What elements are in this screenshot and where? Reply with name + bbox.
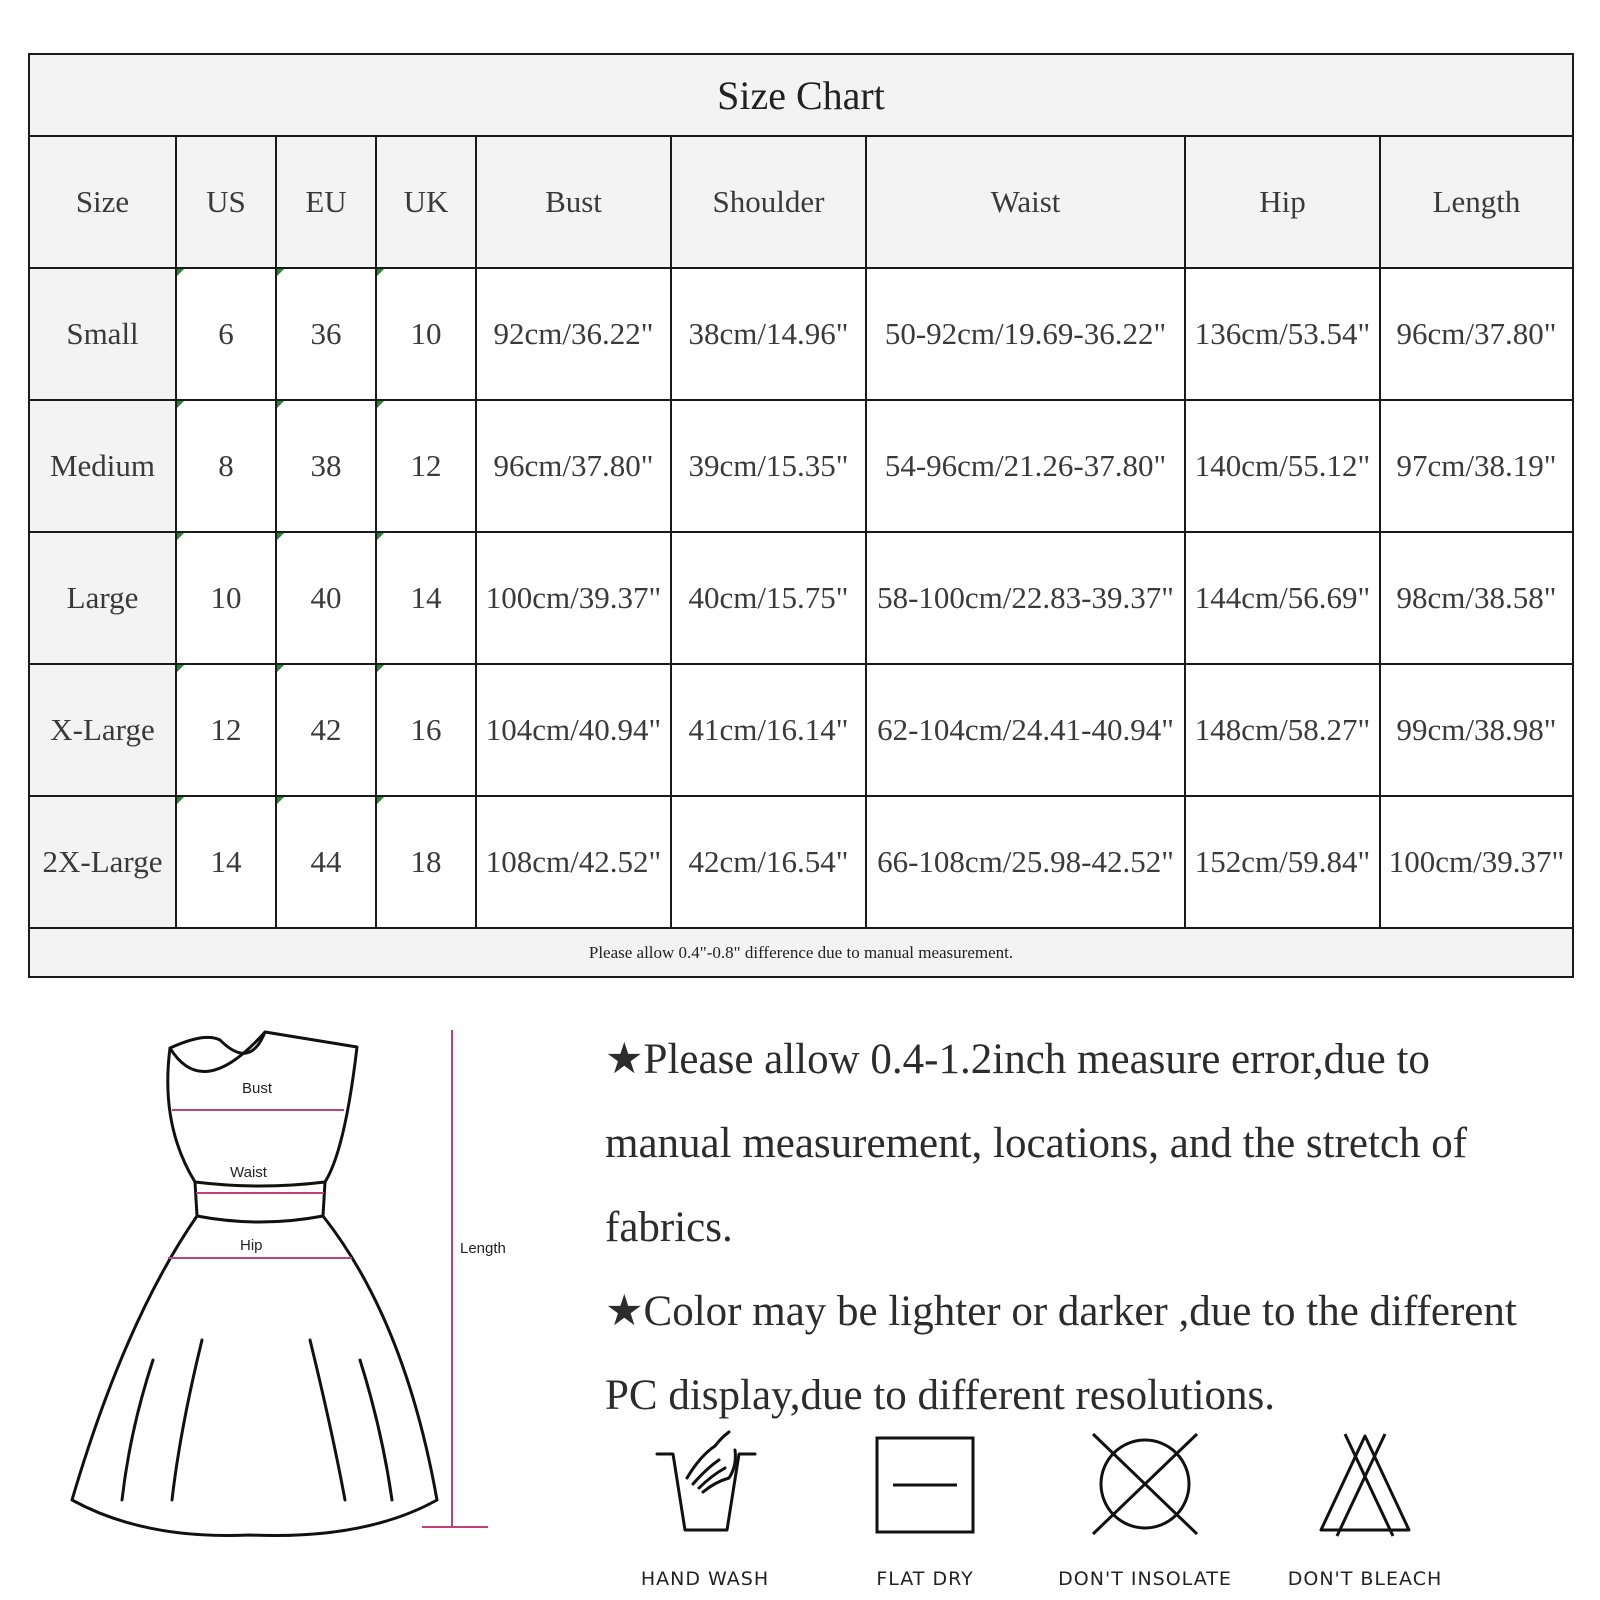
size-cell: X-Large xyxy=(29,664,176,796)
table-cell: 66-108cm/25.98-42.52" xyxy=(866,796,1185,928)
table-row xyxy=(29,400,1573,532)
table-row xyxy=(29,796,1573,928)
table-cell: 42 xyxy=(276,664,376,796)
table-cell: 36 xyxy=(276,268,376,400)
skirt-fold xyxy=(360,1360,392,1500)
header-cell: Shoulder xyxy=(671,136,866,268)
care-item-hand-wash xyxy=(615,1428,795,1590)
dress-diagram xyxy=(60,1030,530,1590)
table-cell: 148cm/58.27" xyxy=(1185,664,1380,796)
size-cell: Medium xyxy=(29,400,176,532)
header-cell: Length xyxy=(1380,136,1573,268)
table-cell: 12 xyxy=(376,400,476,532)
measurement-note: Please allow 0.4"-0.8" difference due to manual measurement. xyxy=(29,928,1573,977)
color-note: ★Color may be lighter or darker ,due to the different PC display,due to different resolutions. xyxy=(605,1288,1517,1419)
skirt-fold xyxy=(310,1340,345,1500)
table-cell: 62-104cm/24.41-40.94" xyxy=(866,664,1185,796)
bust-label: Bust xyxy=(242,1080,273,1097)
table-cell: 38cm/14.96" xyxy=(671,268,866,400)
skirt-fold xyxy=(172,1340,202,1500)
waistband xyxy=(195,1182,325,1222)
chart-title: Size Chart xyxy=(29,54,1573,136)
dont-bleach-icon xyxy=(1305,1428,1425,1540)
hip-label: Hip xyxy=(240,1237,263,1254)
table-cell: 100cm/39.37" xyxy=(476,532,671,664)
table-cell: 104cm/40.94" xyxy=(476,664,671,796)
table-cell: 39cm/15.35" xyxy=(671,400,866,532)
dont-insolate-icon xyxy=(1085,1428,1205,1540)
table-row xyxy=(29,664,1573,796)
waist-label: Waist xyxy=(230,1164,267,1181)
table-row xyxy=(29,268,1573,400)
table-cell: 6 xyxy=(176,268,276,400)
table-cell: 140cm/55.12" xyxy=(1185,400,1380,532)
table-cell: 38 xyxy=(276,400,376,532)
header-cell: Bust xyxy=(476,136,671,268)
table-cell: 44 xyxy=(276,796,376,928)
care-item-dont-bleach xyxy=(1275,1428,1455,1590)
header-cell: Waist xyxy=(866,136,1185,268)
header-row xyxy=(29,136,1573,268)
table-cell: 50-92cm/19.69-36.22" xyxy=(866,268,1185,400)
table-cell: 58-100cm/22.83-39.37" xyxy=(866,532,1185,664)
table-cell: 14 xyxy=(376,532,476,664)
table-cell: 18 xyxy=(376,796,476,928)
hand-wash-icon xyxy=(645,1428,765,1540)
table-cell: 96cm/37.80" xyxy=(1380,268,1573,400)
table-cell: 8 xyxy=(176,400,276,532)
table-cell: 100cm/39.37" xyxy=(1380,796,1573,928)
size-cell: Small xyxy=(29,268,176,400)
table-cell: 108cm/42.52" xyxy=(476,796,671,928)
header-cell: EU xyxy=(276,136,376,268)
table-cell: 40 xyxy=(276,532,376,664)
care-instructions xyxy=(635,1428,1565,1600)
table-cell: 99cm/38.98" xyxy=(1380,664,1573,796)
header-cell: US xyxy=(176,136,276,268)
care-label: FLAT DRY xyxy=(876,1568,974,1590)
table-cell: 14 xyxy=(176,796,276,928)
skirt-fold xyxy=(122,1360,153,1500)
table-cell: 92cm/36.22" xyxy=(476,268,671,400)
table-cell: 42cm/16.54" xyxy=(671,796,866,928)
header-cell: Size xyxy=(29,136,176,268)
table-cell: 152cm/59.84" xyxy=(1185,796,1380,928)
neckline xyxy=(170,1032,265,1053)
care-label: HAND WASH xyxy=(640,1568,770,1590)
table-cell: 10 xyxy=(376,268,476,400)
flat-dry-icon xyxy=(865,1428,985,1540)
table-cell: 54-96cm/21.26-37.80" xyxy=(866,400,1185,532)
table-cell: 40cm/15.75" xyxy=(671,532,866,664)
table-row xyxy=(29,532,1573,664)
care-item-flat-dry xyxy=(835,1428,1015,1590)
length-label: Length xyxy=(460,1240,506,1257)
measure-error-note: ★Please allow 0.4-1.2inch measure error,due to manual measurement, locations, and the stretch of fabrics. xyxy=(605,1036,1468,1251)
care-label: DON'T BLEACH xyxy=(1287,1568,1443,1590)
table-cell: 98cm/38.58" xyxy=(1380,532,1573,664)
notes-block xyxy=(605,1018,1565,1438)
header-cell: Hip xyxy=(1185,136,1380,268)
table-cell: 16 xyxy=(376,664,476,796)
size-cell: Large xyxy=(29,532,176,664)
header-cell: UK xyxy=(376,136,476,268)
table-cell: 144cm/56.69" xyxy=(1185,532,1380,664)
table-cell: 97cm/38.19" xyxy=(1380,400,1573,532)
table-cell: 136cm/53.54" xyxy=(1185,268,1380,400)
size-cell: 2X-Large xyxy=(29,796,176,928)
size-chart-table xyxy=(28,53,1574,978)
table-cell: 12 xyxy=(176,664,276,796)
care-item-dont-insolate xyxy=(1055,1428,1235,1590)
table-cell: 10 xyxy=(176,532,276,664)
table-cell: 41cm/16.14" xyxy=(671,664,866,796)
table-cell: 96cm/37.80" xyxy=(476,400,671,532)
care-label: DON'T INSOLATE xyxy=(1058,1568,1232,1590)
